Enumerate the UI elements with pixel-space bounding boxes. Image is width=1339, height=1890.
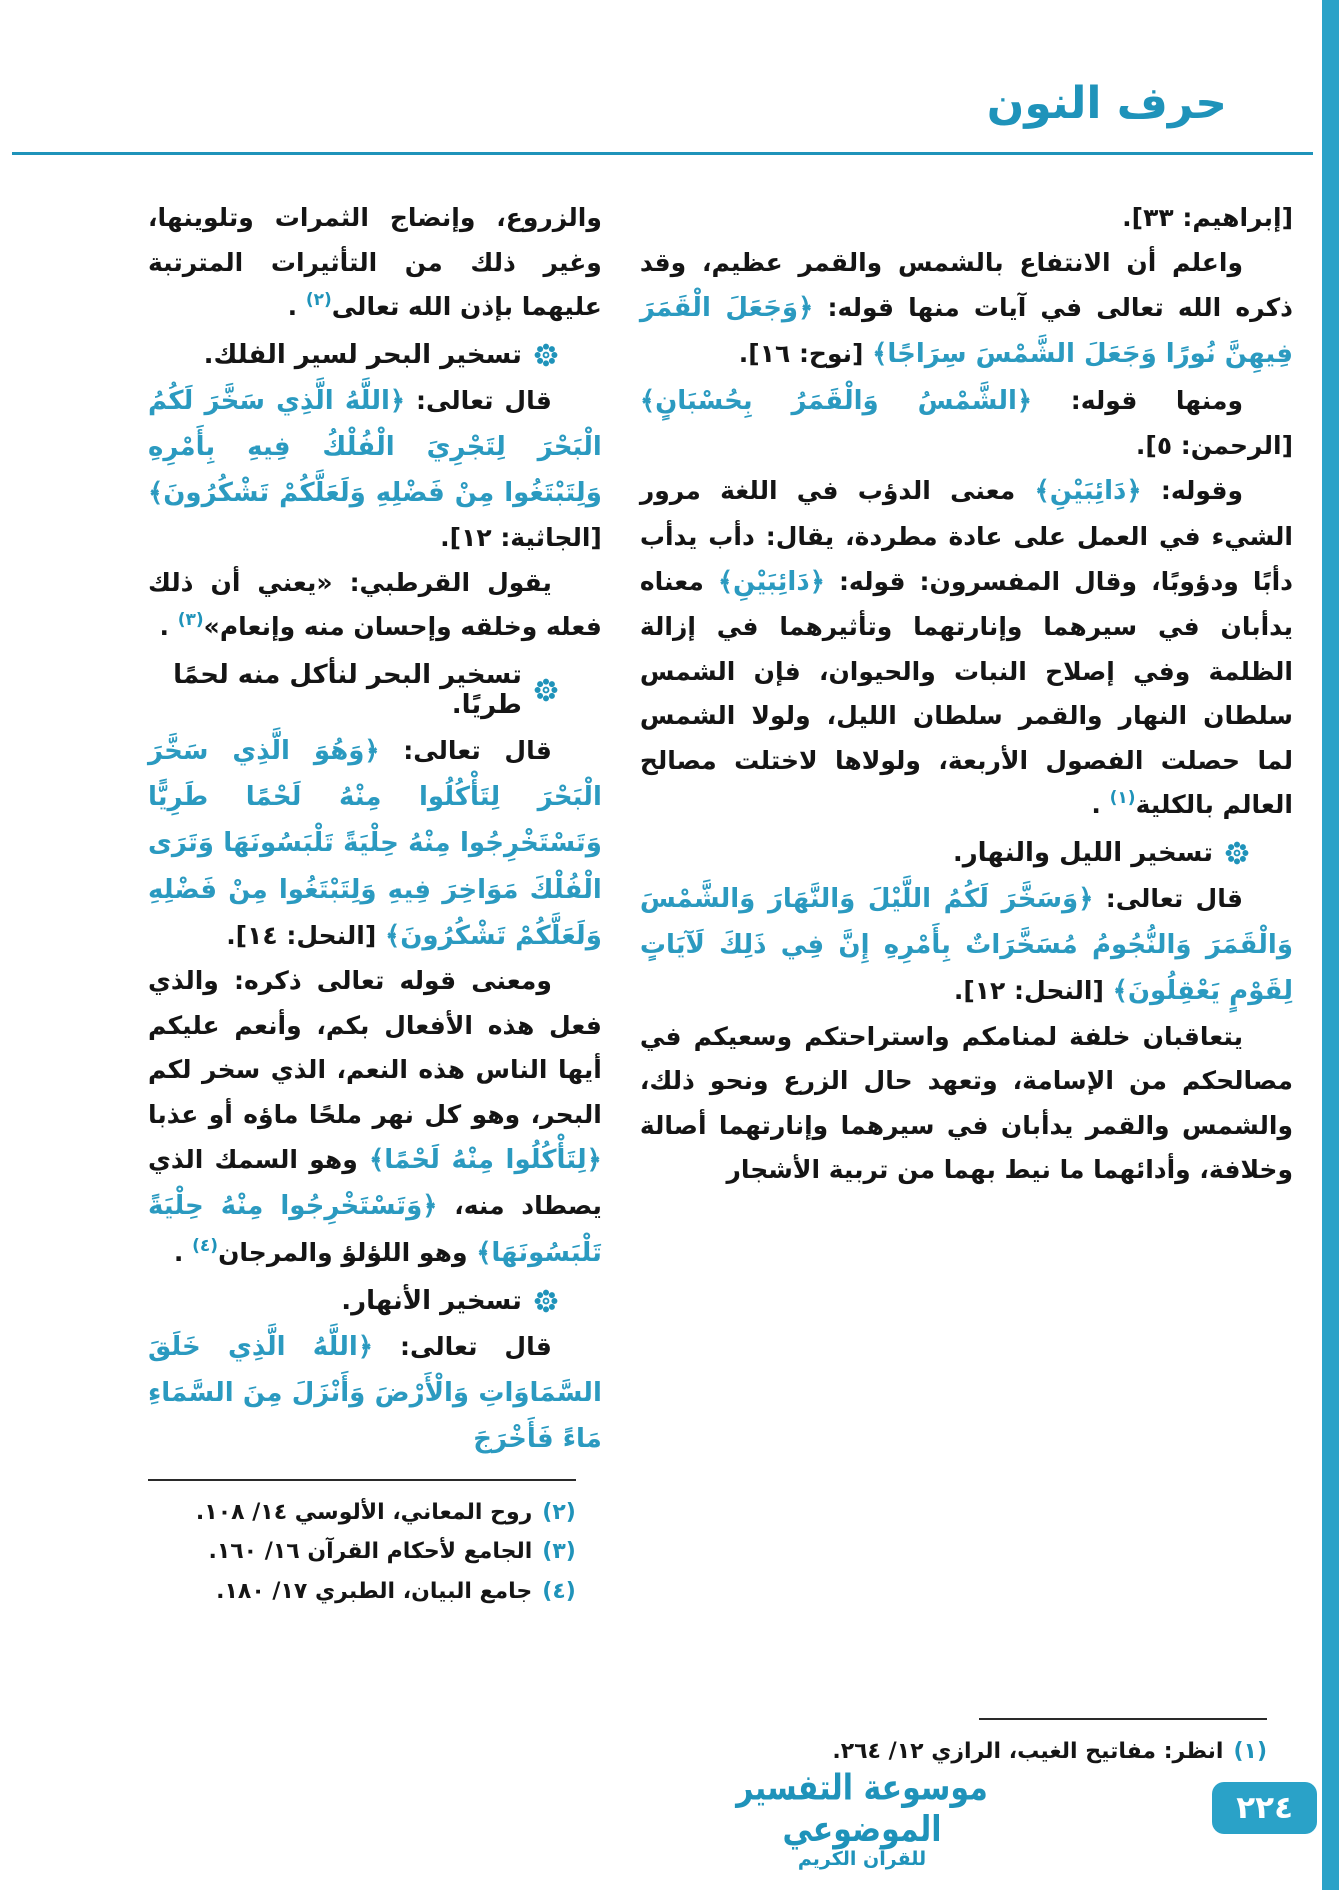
- quran-quote: ﴿دَائِبَيْنِ﴾: [717, 567, 825, 598]
- quran-quote: ﴿دَائِبَيْنِ﴾: [1034, 476, 1142, 507]
- publisher-logo: [722, 1767, 1002, 1870]
- footnote-number: (١): [1233, 1739, 1267, 1765]
- footnote: [148, 1493, 576, 1533]
- flower-ornament-icon: [534, 343, 558, 367]
- quran-quote: ﴿الشَّمْسُ وَالْقَمَرُ بِحُسْبَانٍ﴾: [639, 385, 1033, 416]
- paragraph: [148, 378, 602, 561]
- paragraph: [148, 561, 602, 650]
- quran-quote: ﴿اللَّهُ الَّذِي سَخَّرَ لَكُمُ الْبَحْرَ لِتَجْرِيَ الْفُلْكُ فِيهِ بِأَمْرِهِ وَلِتَبْتَغُوا مِنْ فَضْلِهِ وَلَعَلَّكُمْ تَشْكُرُونَ﴾: [148, 385, 602, 509]
- page-content: [148, 196, 1293, 1772]
- footnote-separator: [979, 1718, 1267, 1720]
- verse-reference: [إبراهيم: ٣٣].: [1122, 203, 1293, 232]
- verse-reference: [النحل: ١٤].: [226, 920, 385, 950]
- verse-reference: [نوح: ١٦].: [738, 339, 873, 369]
- footnote-number: (٣): [542, 1539, 576, 1565]
- body-text: قال تعالى:: [379, 735, 552, 765]
- quran-quote: ﴿وَتَسْتَخْرِجُوا مِنْهُ حِلْيَةً تَلْبَسُونَهَا﴾: [148, 1191, 602, 1268]
- footnote: [640, 1732, 1267, 1772]
- body-text: قال تعالى:: [1093, 883, 1243, 913]
- page-edge-strip: [1322, 0, 1339, 1890]
- verse-reference: [الجاثية: ١٢].: [440, 523, 602, 553]
- body-text: .: [173, 1237, 193, 1267]
- publisher-logo-title: موسوعة التفسير الموضوعي: [736, 1767, 988, 1851]
- section-heading: [640, 838, 1293, 868]
- quran-quote: ﴿لِتَأْكُلُوا مِنْهُ لَحْمًا﴾: [368, 1145, 602, 1176]
- paragraph: [640, 1015, 1293, 1193]
- footnote-marker: (١): [1109, 788, 1136, 809]
- footnote-text: روح المعاني، الألوسي ١٤/ ١٠٨.: [195, 1499, 533, 1525]
- footnote-text: الجامع لأحكام القرآن ١٦/ ١٦٠.: [208, 1539, 533, 1565]
- footnote-text: جامع البيان، الطبري ١٧/ ١٨٠.: [216, 1578, 533, 1604]
- section-heading-text: تسخير البحر لسير الفلك.: [203, 339, 522, 370]
- quran-quote: ﴿وَجَعَلَ الْقَمَرَ فِيهِنَّ نُورًا وَجَعَلَ الشَّمْسَ سِرَاجًا﴾: [639, 293, 1293, 370]
- publisher-logo-subtitle: للقرآن الكريم: [797, 1848, 927, 1870]
- paragraph: [640, 378, 1293, 469]
- body-text: يقول القرطبي: «يعني أن ذلك فعله وخلقه وإحسان منه وإنعام»: [148, 567, 602, 642]
- footnote: [148, 1532, 576, 1572]
- footnote-number: (٢): [542, 1499, 576, 1525]
- footnote-number: (٤): [542, 1578, 576, 1604]
- paragraph: [640, 196, 1293, 241]
- paragraph: [148, 1324, 602, 1463]
- body-text: وهو اللؤلؤ والمرجان: [218, 1237, 477, 1267]
- paragraph: [640, 876, 1293, 1015]
- body-text: .: [287, 292, 306, 321]
- section-heading: [148, 1286, 602, 1316]
- flower-ornament-icon: [534, 678, 558, 702]
- footnote-marker: (٢): [305, 290, 332, 310]
- body-text: .: [159, 612, 178, 642]
- body-text: قال تعالى:: [373, 1331, 552, 1361]
- body-text: واعلم أن الانتفاع بالشمس والقمر عظيم، وقد ذكره الله تعالى في آيات منها قوله:: [639, 247, 1293, 322]
- section-heading-text: تسخير الليل والنهار.: [952, 837, 1213, 868]
- chapter-title: حرف النون: [986, 78, 1227, 129]
- body-text: معنى الدؤب في اللغة مرور الشيء في العمل على عادة مطردة، يقال: دأب يدأب دأبًا ودؤوبًا، وقال المفسرون: قوله:: [639, 476, 1293, 597]
- verse-reference: [الرحمن: ٥].: [1135, 430, 1293, 460]
- paragraph: [640, 241, 1293, 378]
- footnote-text: انظر: مفاتيح الغيب، الرازي ١٢/ ٢٦٤.: [832, 1739, 1224, 1765]
- body-text: وهو السمك الذي يصطاد منه،: [148, 1145, 602, 1221]
- paragraph: [148, 196, 602, 330]
- footnote: [148, 1572, 576, 1612]
- quran-quote: ﴿وَسَخَّرَ لَكُمُ اللَّيْلَ وَالنَّهَارَ وَالشَّمْسَ وَالْقَمَرَ وَالنُّجُومُ مُسَخَّرَاتٌ بِأَمْرِهِ إِنَّ فِي ذَلِكَ لَآيَاتٍ لِقَوْمٍ يَعْقِلُونَ﴾: [639, 883, 1293, 1007]
- footnote-separator: [148, 1479, 576, 1481]
- page-number-badge: ٢٢٤: [1212, 1782, 1317, 1834]
- section-heading-text: تسخير البحر لنأكل منه لحمًا طريًا.: [173, 659, 522, 720]
- quran-quote: ﴿وَهُوَ الَّذِي سَخَّرَ الْبَحْرَ لِتَأْكُلُوا مِنْهُ لَحْمًا طَرِيًّا وَتَسْتَخْرِجُوا مِنْهُ حِلْيَةً تَلْبَسُونَهَا وَتَرَى الْفُلْكَ مَوَاخِرَ فِيهِ وَلِتَبْتَغُوا مِنْ فَضْلِهِ وَلَعَلَّكُمْ تَشْكُرُونَ﴾: [148, 735, 602, 951]
- footnote-marker: (٤): [192, 1235, 219, 1256]
- body-text: ومعنى قوله تعالى ذكره: والذي فعل هذه الأفعال بكم، وأنعم عليكم أيها الناس هذه النعم، الذي سخر لكم البحر، وهو كل نهر ملحًا ماؤه أو عذبا: [148, 966, 602, 1129]
- section-heading-text: تسخير الأنهار.: [341, 1285, 522, 1316]
- body-text: معناه يدأبان في سيرهما وإنارتهما وتأثيرهما في إزالة الظلمة وفي إصلاح النبات والحيوان، فإن الشمس سلطان النهار والقمر سلطان الليل، ولولا الشمس لما حصلت الفصول الأربعة، ولولاها لاختلت مصالح العالم بالكلية: [639, 567, 1293, 820]
- header-rule: [12, 152, 1313, 155]
- body-text: قال تعالى:: [405, 385, 552, 415]
- footnote-marker: (٣): [177, 610, 204, 631]
- paragraph: [148, 728, 602, 959]
- quran-quote: ﴿اللَّهُ الَّذِي خَلَقَ السَّمَاوَاتِ وَالْأَرْضَ وَأَنْزَلَ مِنَ السَّمَاءِ مَاءً فَأَخْرَجَ: [148, 1331, 602, 1455]
- paragraph: [640, 468, 1293, 828]
- section-heading: [148, 340, 602, 370]
- body-text: والزروع، وإنضاج الثمرات وتلوينها، وغير ذلك من التأثيرات المترتبة عليهما بإذن الله تعالى: [148, 203, 602, 321]
- verse-reference: [النحل: ١٢].: [953, 976, 1113, 1006]
- flower-ornament-icon: [1225, 841, 1249, 865]
- body-text: وقوله:: [1141, 476, 1243, 506]
- footnotes: [148, 1479, 602, 1612]
- section-heading: [148, 660, 602, 720]
- paragraph: [148, 959, 602, 1276]
- body-text: .: [1091, 790, 1110, 820]
- body-text: يتعاقبان خلفة لمنامكم واستراحتكم وسعيكم في مصالحكم من الإسامة، وتعهد حال الزرع ونحو ذلك، والشمس والقمر يدأبان في سيرهما وإنارتهما أصالة وخلافة، وأدائهما ما نيط بهما من تربية الأشجار: [639, 1021, 1293, 1185]
- column-right: [640, 196, 1293, 1772]
- flower-ornament-icon: [534, 1289, 558, 1313]
- body-text: ومنها قوله:: [1032, 385, 1243, 415]
- footnotes: [640, 1718, 1293, 1772]
- column-left: [148, 196, 602, 1772]
